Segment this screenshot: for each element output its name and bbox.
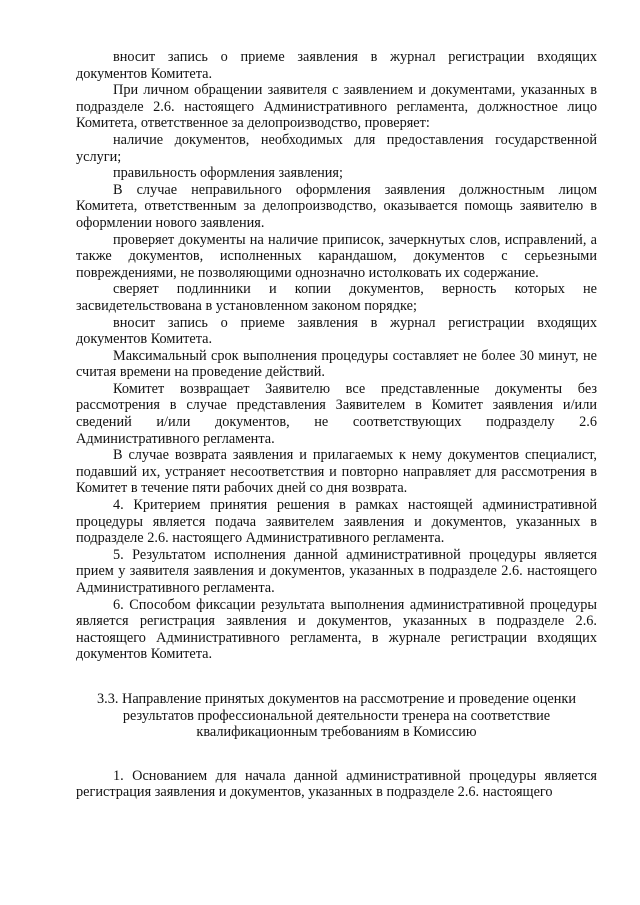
- paragraph-13: 5. Результатом исполнения данной административной процедуры является прием у заявителя заявления и документов, указанных в подразделе 2.6. настоящего Административного регламента.: [76, 546, 597, 596]
- paragraph-4: правильность оформления заявления;: [113, 165, 343, 182]
- paragraph-7: сверяет подлинники и копии документов, верность которых не засвидетельствована в установленном законом порядке;: [76, 281, 597, 314]
- paragraph-2: При личном обращении заявителя с заявлением и документами, указанных в подразделе 2.6. настоящего Административного регламента, должностное лицо Комитета, ответственное за делопроизводство, проверяет:: [76, 82, 597, 132]
- paragraph-5: В случае неправильного оформления заявления должностным лицом Комитета, ответственным за делопроизводство, оказывается помощь заявителю в оформлении нового заявления.: [76, 181, 597, 231]
- paragraph-1: вносит запись о приеме заявления в журнал регистрации входящих документов Комитета.: [76, 49, 597, 82]
- paragraph-final: 1. Основанием для начала данной административной процедуры является регистрация заявления и документов, указанных в подразделе 2.6. настоящего: [76, 767, 597, 801]
- paragraph-6: проверяет документы на наличие приписок, зачеркнутых слов, исправлений, а также документов, исполненных карандашом, документов с серьезными повреждениями, не позволяющими однозначно истолковать их содержание.: [76, 231, 597, 281]
- paragraph-11: В случае возврата заявления и прилагаемых к нему документов специалист, подавший их, устраняет несоответствия и повторно направляет для рассмотрения в Комитет в течение пяти рабочих дней со дня возврата.: [76, 447, 597, 497]
- paragraph-8: вносит запись о приеме заявления в журнал регистрации входящих документов Комитета.: [76, 314, 597, 348]
- paragraph-12: 4. Критерием принятия решения в рамках настоящей административной процедуры является подача заявителем заявления и документов, указанных в подразделе 2.6. настоящего Административного регламента.: [76, 497, 597, 547]
- paragraph-3: наличие документов, необходимых для предоставления государственной услуги;: [76, 131, 597, 165]
- paragraph-10: Комитет возвращает Заявителю все представленные документы без рассмотрения в случае представления Заявителем в Комитет заявления и/или сведений и/или документов, не соответствующих подразделу 2.6 Административного регламента.: [76, 380, 597, 447]
- section-heading: 3.3. Направление принятых документов на рассмотрение и проведение оценки результатов профессиональной деятельности тренера на соответствие квалификационным требованиям в Комиссию: [96, 690, 576, 741]
- paragraph-9: Максимальный срок выполнения процедуры составляет не более 30 минут, не считая времени на проведение действий.: [76, 347, 597, 381]
- paragraph-14: 6. Способом фиксации результата выполнения административной процедуры является регистрация заявления и документов, указанных в подразделе 2.6. настоящего Административного регламента, в журнале регистрации входящих документов Комитета.: [76, 596, 597, 663]
